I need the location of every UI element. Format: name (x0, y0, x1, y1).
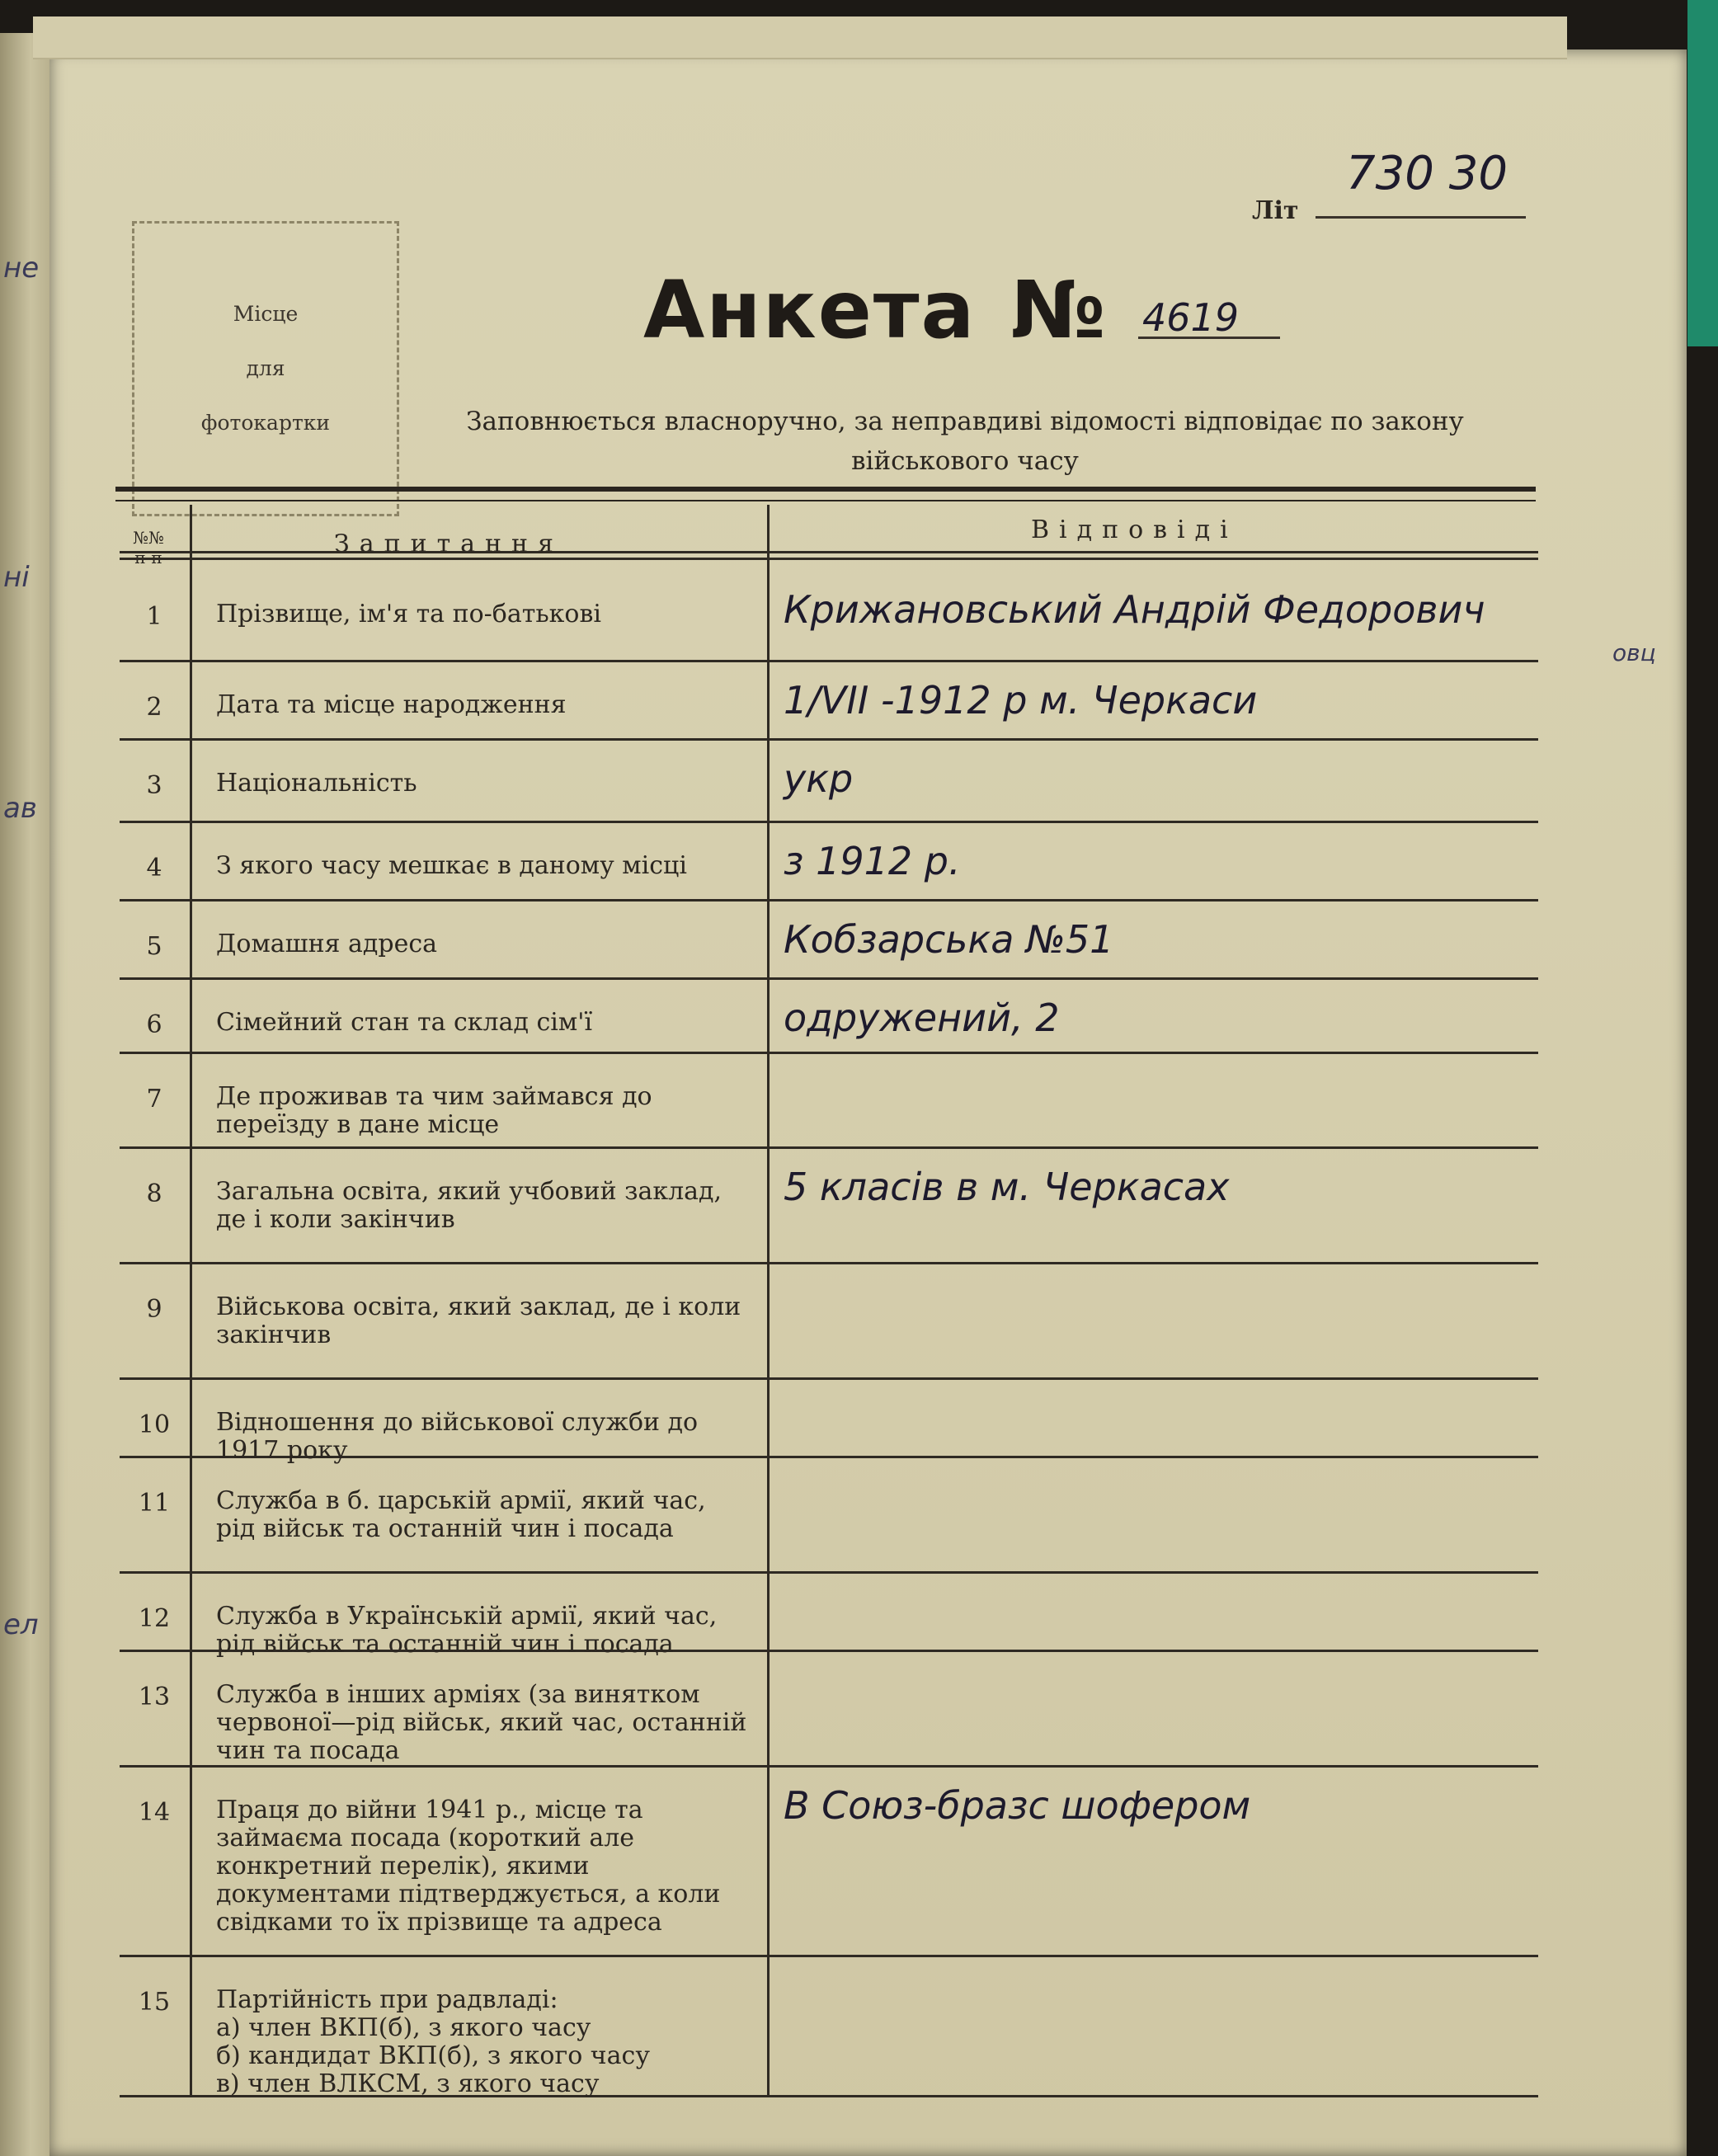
row-number: 12 (138, 1604, 171, 1633)
row-number: 9 (146, 1295, 162, 1324)
row-divider (120, 1765, 1538, 1768)
row-question: Військова освіта, який заклад, де і коли закінчив (216, 1292, 741, 1349)
margin-note: ні (3, 561, 30, 594)
row-number: 6 (146, 1010, 162, 1039)
row-question: Відношення до військової служби до 1917 року (216, 1408, 699, 1465)
header-rule (115, 487, 1536, 492)
margin-note: ел (3, 1608, 39, 1641)
photo-label-line: для (246, 356, 285, 380)
row-number: 8 (146, 1179, 162, 1208)
photo-placeholder (132, 221, 399, 516)
row-number: 15 (138, 1988, 171, 2017)
form-number: 4619 (1142, 295, 1240, 340)
row-question: Партійність при радвладі: а) член ВКП(б), з якого часу б) кандидат ВКП(б), з якого часу в) член ВЛКСМ, з якого часу (216, 1985, 650, 2098)
row-divider (120, 1377, 1538, 1380)
photo-label-line: Місце (233, 302, 299, 326)
background-strip (1687, 0, 1718, 346)
row-answer: 5 класів в м. Черкасах (784, 1165, 1230, 1209)
margin-note: не (3, 252, 40, 285)
row-number: 3 (146, 771, 162, 800)
row-number: 2 (146, 693, 162, 722)
row-number: 13 (138, 1683, 171, 1711)
row-number: 10 (138, 1410, 171, 1439)
row-number: 1 (146, 602, 162, 631)
form-title: Анкета (643, 264, 977, 356)
row-question: Де проживав та чим займався до переїзду в дане місце (216, 1082, 652, 1139)
row-answer: укр (784, 756, 854, 801)
row-question: Дата та місце народження (216, 690, 567, 719)
row-answer: Кобзарська №51 (784, 917, 1114, 962)
row-question: Служба в Українській армії, який час, рід військ та останній чин і посада (216, 1602, 718, 1659)
header-question: Запитання (334, 530, 563, 558)
lit-label: Літ (1252, 196, 1299, 225)
row-divider (120, 1262, 1538, 1264)
left-book-page (0, 33, 51, 2156)
row-divider (120, 1571, 1538, 1574)
row-answer: з 1912 р. (784, 839, 961, 883)
table-vline (767, 505, 770, 2095)
lit-underline (1316, 216, 1526, 219)
header-answer: Відповіді (1031, 515, 1238, 544)
row-divider (120, 977, 1538, 980)
row-question: Національність (216, 769, 417, 798)
form-number-underline (1138, 337, 1280, 339)
photo-label-line: фотокартки (200, 411, 331, 435)
lit-value: 730 30 (1346, 147, 1508, 200)
row-number: 5 (146, 932, 162, 961)
header-rule-thin (115, 500, 1536, 501)
row-number: 7 (146, 1085, 162, 1113)
row-number: 14 (138, 1798, 171, 1827)
row-question: Сімейний стан та склад сім'ї (216, 1008, 593, 1037)
row-divider (120, 821, 1538, 823)
row-question: Прізвище, ім'я та по-батькові (216, 600, 601, 628)
row-answer: В Союз-бразс шофером (784, 1783, 1251, 1828)
form-subtitle: Заповнюється власноручно, за неправдиві відомості відповідає по закону військового часу (466, 407, 1464, 476)
row-question: З якого часу мешкає в даному місці (216, 851, 687, 880)
row-question: Домашня адреса (216, 930, 438, 958)
row-number: 11 (138, 1489, 171, 1518)
row-answer: 1/VII -1912 р м. Черкаси (784, 678, 1258, 723)
row-divider (120, 899, 1538, 901)
number-sign: № (1010, 264, 1106, 356)
sheet-edge (33, 16, 1567, 59)
row-question: Служба в інших арміях (за винятком червоної—рід військ, який час, останній чин та посада (216, 1680, 747, 1765)
row-divider (120, 1052, 1538, 1054)
row-question: Праця до війни 1941 р., місце та займаєма посада (короткий але конкретний перелік), якими документами підтверджується, а коли свідками то їх прізвище та адреса (216, 1796, 721, 1937)
row-divider (120, 660, 1538, 662)
row-divider (120, 1146, 1538, 1149)
table-vline (190, 505, 192, 2095)
row-divider (120, 1955, 1538, 1957)
row-divider (120, 738, 1538, 741)
row-question: Загальна освіта, який учбовий заклад, де і коли закінчив (216, 1177, 723, 1234)
row-answer: Крижановський Андрій Федорович (784, 587, 1485, 632)
row-answer: одружений, 2 (784, 996, 1060, 1040)
header-bottom-rule (120, 558, 1538, 560)
row-number: 4 (146, 854, 162, 883)
row-question: Служба в б. царській армії, який час, рід військ та останній чин і посада (216, 1486, 706, 1543)
margin-note-right: овц (1612, 639, 1656, 666)
header-bottom-rule (120, 551, 1538, 553)
margin-note: ав (3, 792, 37, 825)
header-num: №№ п-п (133, 528, 164, 567)
